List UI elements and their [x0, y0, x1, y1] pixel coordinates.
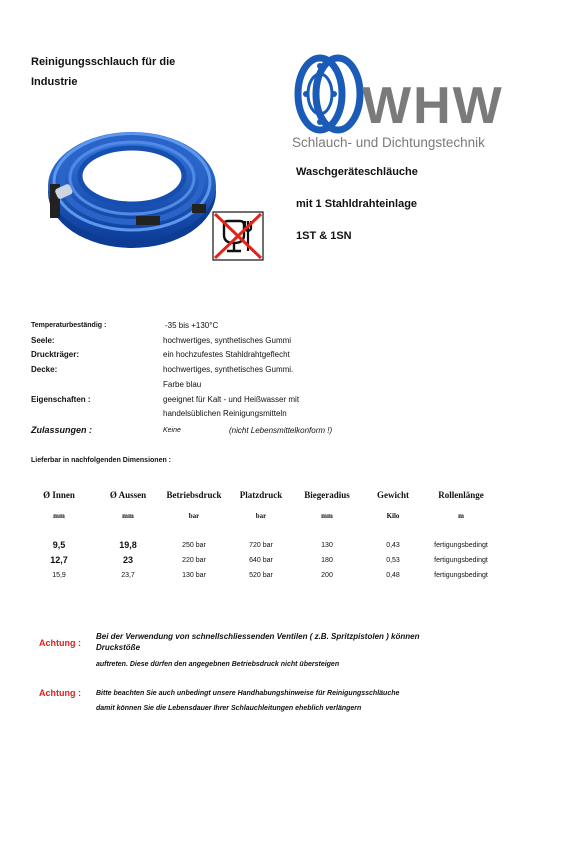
row1-operating-pressure: 250 bar [182, 542, 206, 549]
unit-inner: mm [53, 512, 65, 520]
row2-weight: 0,53 [386, 557, 400, 564]
seele-value: hochwertiges, synthetisches Gummi [163, 336, 292, 345]
row3-burst-pressure: 520 bar [249, 572, 273, 579]
title-line-1: Reinigungsschlauch für die [31, 56, 176, 68]
row3-inner: 15,9 [52, 572, 66, 579]
hose-coil-image [44, 112, 220, 252]
row1-roll-length: fertigungsbedingt [434, 542, 488, 549]
temp-value: -35 bis +130°C [165, 321, 219, 330]
company-logo [292, 50, 540, 150]
document-title [31, 52, 175, 92]
title-line-2: Industrie [31, 76, 78, 88]
druck-value: ein hochzufestes Stahldrahtgeflecht [163, 350, 290, 359]
warning-text-2a: Bitte beachten Sie auch unbedingt unsere Handhabungshinweise für Reinigungsschläuche [96, 690, 400, 697]
warning-text-1c: auftreten. Diese dürfen den angegebnen Betriebsdruck nicht übersteigen [96, 661, 340, 668]
unit-bend-radius: mm [321, 512, 333, 520]
druck-label: Druckträger: [31, 350, 80, 359]
row2-roll-length: fertigungsbedingt [434, 557, 488, 564]
row3-weight: 0,48 [386, 572, 400, 579]
product-norm: 1ST & 1SN [296, 230, 352, 242]
row3-outer: 23,7 [121, 572, 135, 579]
eigenschaften-value-2: handelsüblichen Reinigungsmitteln [163, 409, 287, 418]
decke-label: Decke: [31, 365, 58, 374]
unit-outer: mm [122, 512, 134, 520]
eigenschaften-value-1: geeignet für Kalt - und Heißwasser mit [163, 395, 300, 404]
row2-operating-pressure: 220 bar [182, 557, 206, 564]
row2-inner: 12,7 [50, 555, 68, 565]
product-reinforcement: mit 1 Stahldrahteinlage [296, 198, 418, 210]
col-header-burst-pressure: Platzdruck [239, 490, 283, 500]
logo-tagline: Schlauch- und Dichtungstechnik [292, 135, 485, 150]
col-header-inner: Ø Innen [43, 490, 75, 500]
warning-text-1a: Bei der Verwendung von schnellschliessenden Ventilen ( z.B. Spritzpistolen ) können [96, 632, 420, 641]
col-header-bend-radius: Biegeradius [304, 490, 350, 500]
decke-value-2: Farbe blau [163, 380, 202, 389]
row3-roll-length: fertigungsbedingt [434, 572, 488, 579]
unit-weight: Kilo [386, 512, 400, 520]
row1-bend-radius: 130 [321, 542, 333, 549]
zulassungen-note: (nicht Lebensmittelkonform !) [229, 426, 333, 435]
unit-burst-pressure: bar [255, 512, 267, 520]
unit-operating-pressure: bar [188, 512, 200, 520]
col-header-outer: Ø Aussen [109, 490, 147, 500]
warning-label-1: Achtung : [39, 638, 81, 648]
rings-logo-icon [292, 50, 372, 140]
row2-burst-pressure: 640 bar [249, 557, 273, 564]
row3-bend-radius: 200 [321, 572, 333, 579]
row1-outer: 19,8 [119, 540, 137, 550]
col-header-roll-length: Rollenlänge [438, 490, 484, 500]
warning-text-2b: damit können Sie die Lebensdauer Ihrer Schlauchleitungen eheblich verlängern [96, 705, 362, 712]
row1-burst-pressure: 720 bar [249, 542, 273, 549]
warning-label-2: Achtung : [39, 688, 81, 698]
zulassungen-label: Zulassungen : [31, 425, 93, 435]
dimensions-title: Lieferbar in nachfolgenden Dimensionen : [31, 457, 172, 464]
row1-weight: 0,43 [386, 542, 400, 549]
not-food-safe-icon [212, 211, 264, 261]
row1-inner: 9,5 [52, 540, 66, 550]
logo-brand: WHW [362, 77, 504, 135]
row2-bend-radius: 180 [321, 557, 333, 564]
row2-outer: 23 [122, 555, 133, 565]
temp-label: Temperaturbeständig : [31, 322, 107, 329]
col-header-operating-pressure: Betriebsdruck [166, 490, 222, 500]
eigenschaften-label: Eigenschaften : [31, 395, 91, 404]
unit-roll-length: m [458, 512, 464, 520]
zulassungen-value: Keine [163, 427, 181, 434]
decke-value-1: hochwertiges, synthetisches Gummi. [163, 365, 294, 374]
row3-operating-pressure: 130 bar [182, 572, 206, 579]
col-header-weight: Gewicht [377, 490, 409, 500]
product-type: Waschgeräteschläuche [296, 166, 418, 178]
seele-label: Seele: [31, 336, 55, 345]
warning-text-1b: Druckstöße [96, 643, 141, 652]
